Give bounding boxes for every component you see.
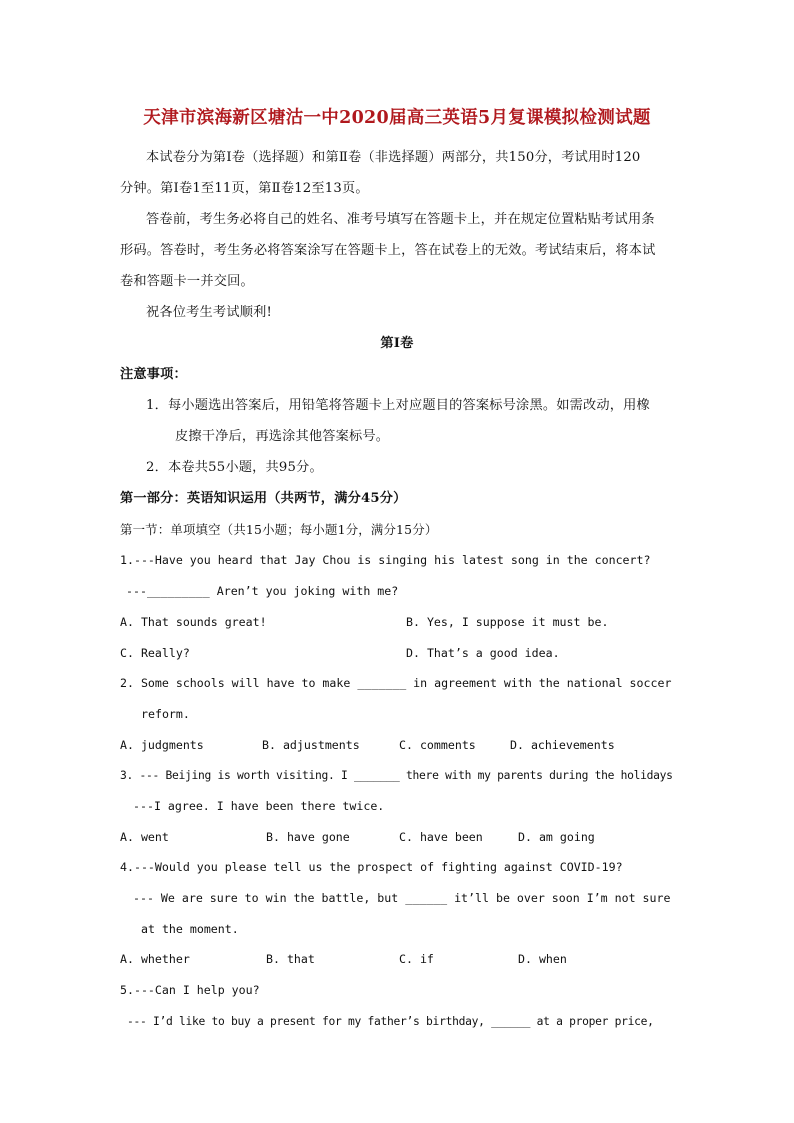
question-2: 2. Some schools will have to make _______ in agreement with the national soccer [120,676,672,690]
question-3-response: ---I agree. I have been there twice. [133,799,385,813]
q4-option-a: A. whether [120,952,190,966]
q2-option-a: A. judgments [120,738,204,752]
q3-option-d: D. am going [518,830,595,844]
note-item-2: 2．本卷共55小题，共95分。 [146,460,323,475]
q1-option-d: D. That’s a good idea. [406,646,560,660]
q2-option-d: D. achievements [510,738,615,752]
intro-line-6: 祝各位考生考试顺利! [146,305,272,320]
q1-option-a: A. That sounds great! [120,615,267,629]
note-item-1: 1．每小题选出答案后，用铅笔将答题卡上对应题目的答案标号涂黑。如需改动，用橡 [146,398,650,413]
intro-line-5: 卷和答题卡一并交回。 [120,274,254,289]
q3-option-b: B. have gone [266,830,350,844]
intro-line-2: 分钟。第Ⅰ卷1至11页，第Ⅱ卷12至13页。 [120,181,369,196]
q3-option-a: A. went [120,830,169,844]
intro-line-1: 本试卷分为第Ⅰ卷（选择题）和第Ⅱ卷（非选择题）两部分，共150分，考试用时120 [146,150,641,165]
intro-line-4: 形码。答卷时，考生务必将答案涂写在答题卡上，答在试卷上的无效。考试结束后，将本试 [120,243,656,258]
question-1: 1.---Have you heard that Jay Chou is singing his latest song in the concert? [120,553,651,567]
q4-option-d: D. when [518,952,567,966]
question-5-response: --- I’d like to buy a present for my father’s birthday, ______ at a proper price, [127,1015,654,1028]
question-4: 4.---Would you please tell us the prospect of fighting against COVID-19? [120,860,623,874]
section-heading: 第一节：单项填空（共15小题；每小题1分，满分15分） [120,522,438,537]
notes-heading: 注意事项： [120,367,187,382]
q2-option-b: B. adjustments [262,738,360,752]
intro-line-3: 答卷前，考生务必将自己的姓名、准考号填写在答题卡上，并在规定位置粘贴考试用条 [146,212,655,227]
question-3: 3. --- Beijing is worth visiting. I _______ there with my parents during the holidays [120,769,673,782]
q3-option-c: C. have been [399,830,483,844]
note-item-1-cont: 皮擦干净后，再选涂其他答案标号。 [175,429,390,444]
question-5: 5.---Can I help you? [120,983,260,997]
q4-option-b: B. that [266,952,315,966]
q1-option-c: C. Really? [120,646,190,660]
q4-option-c: C. if [399,952,434,966]
question-4-cont: at the moment. [141,922,239,936]
question-2-cont: reform. [141,707,190,721]
question-1-response: ---_________ Aren’t you joking with me? [126,584,399,598]
question-4-response: --- We are sure to win the battle, but ______ it’ll be over soon I’m not sure [133,891,671,905]
q1-option-b: B. Yes, I suppose it must be. [406,615,609,629]
page-title: 天津市滨海新区塘沽一中2020届高三英语5月复课模拟检测试题 [143,108,651,128]
q2-option-c: C. comments [399,738,476,752]
part-heading: 第一部分：英语知识运用（共两节，满分45分） [120,491,407,506]
volume-heading: 第Ⅰ卷 [380,336,414,351]
